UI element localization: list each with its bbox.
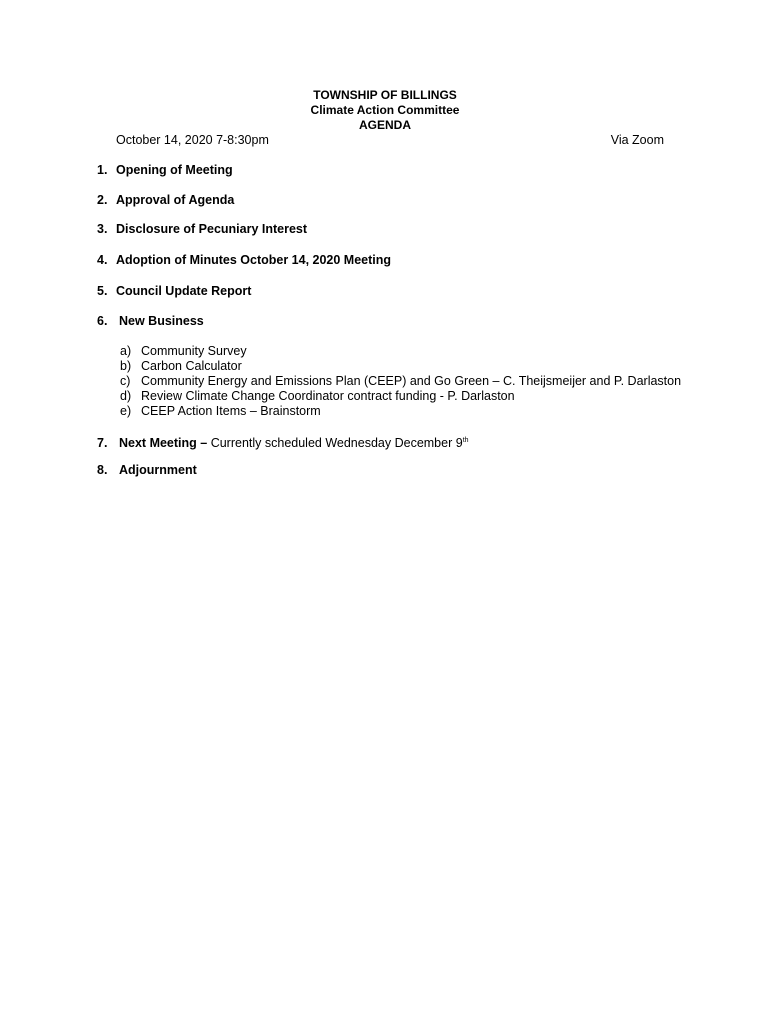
item-title: New Business (119, 314, 204, 328)
list-letter: a) (120, 344, 132, 358)
item-title: Adoption of Minutes October 14, 2020 Meeting (116, 253, 392, 267)
item-detail: Currently scheduled Wednesday December 9 (207, 436, 463, 450)
item-title: Council Update Report (116, 284, 252, 298)
ordinal-suffix: th (462, 437, 469, 444)
list-letter: e) (120, 404, 132, 418)
agenda-item-1 (97, 163, 233, 178)
item-number: 7. (97, 436, 108, 450)
committee-title: Climate Action Committee (310, 103, 460, 117)
agenda-item-3 (97, 222, 307, 237)
list-item (120, 404, 681, 419)
meeting-location: Via Zoom (610, 133, 664, 147)
item-number: 5. (97, 284, 108, 298)
item-number: 3. (97, 222, 108, 236)
agenda-item-7 (97, 433, 469, 451)
item-number: 1. (97, 163, 108, 177)
list-letter: b) (120, 359, 132, 373)
document-header (0, 88, 770, 133)
township-title: TOWNSHIP OF BILLINGS (313, 88, 457, 102)
item-number: 4. (97, 253, 108, 267)
list-item (120, 374, 681, 389)
list-text: Review Climate Change Coordinator contract funding - P. Darlaston (141, 389, 515, 403)
list-item (120, 359, 681, 374)
agenda-title: AGENDA (358, 118, 411, 132)
item-title: Opening of Meeting (116, 163, 233, 177)
meeting-date-time: October 14, 2020 7-8:30pm (116, 133, 269, 147)
item-title: Next Meeting – (119, 436, 208, 450)
item-number: 6. (97, 314, 108, 328)
list-text: CEEP Action Items – Brainstorm (141, 404, 321, 418)
agenda-item-6 (97, 314, 204, 329)
list-letter: d) (120, 389, 132, 403)
agenda-item-2 (97, 193, 234, 208)
item-title: Adjournment (119, 463, 197, 477)
item-number: 8. (97, 463, 108, 477)
item-title: Approval of Agenda (116, 193, 235, 207)
agenda-item-8 (97, 463, 197, 478)
item-title: Disclosure of Pecuniary Interest (116, 222, 308, 236)
agenda-item-4 (97, 253, 391, 268)
list-item (120, 344, 681, 359)
list-text: Community Energy and Emissions Plan (CEEP) and Go Green – C. Theijsmeijer and P. Darlaston (141, 374, 682, 388)
agenda-item-5 (97, 284, 251, 299)
list-text: Community Survey (141, 344, 247, 358)
item-number: 2. (97, 193, 108, 207)
new-business-list (120, 344, 681, 419)
list-text: Carbon Calculator (141, 359, 242, 373)
list-item (120, 389, 681, 404)
list-letter: c) (120, 374, 131, 388)
